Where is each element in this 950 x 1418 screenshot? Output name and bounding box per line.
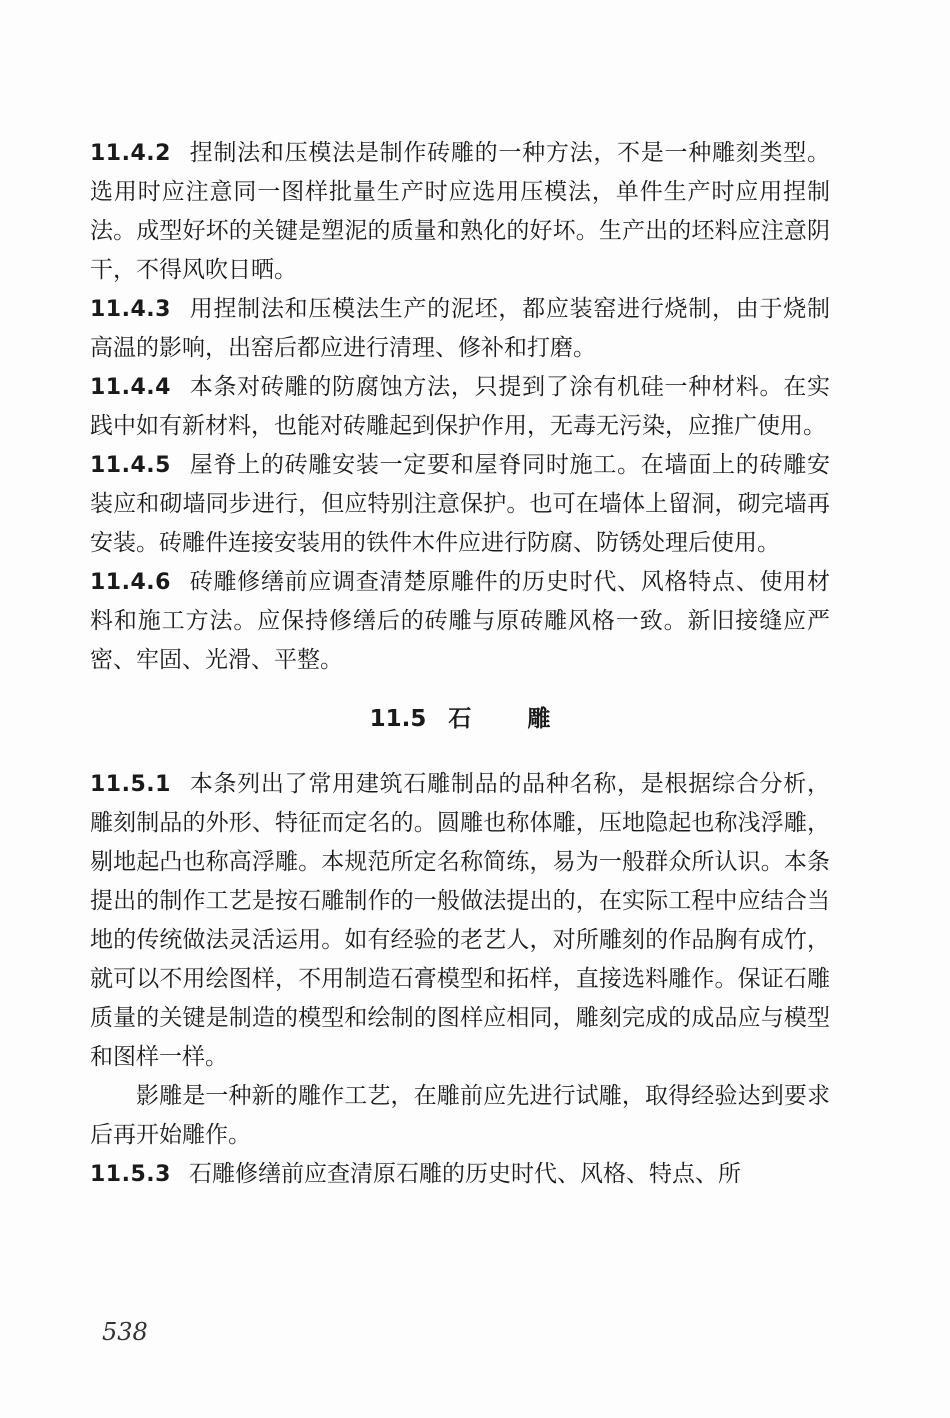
section-heading: [90, 700, 830, 739]
clause-number: 11.4.2: [90, 141, 171, 166]
clause-number: 11.4.3: [90, 297, 171, 322]
document-body: [90, 134, 830, 1194]
clause-11-4-4: [90, 368, 830, 446]
clause-number: 11.5.3: [90, 1162, 171, 1187]
clause-11-4-3: [90, 290, 830, 368]
clause-text: 砖雕修缮前应调查清楚原雕件的历史时代、风格特点、使用材料和施工方法。应保持修缮后的砖雕与原砖雕风格一致。新旧接缝应严密、牢固、光滑、平整。: [90, 569, 830, 673]
clause-text: 用捏制法和压模法生产的泥坯，都应装窑进行烧制，由于烧制高温的影响，出窑后都应进行清理、修补和打磨。: [90, 296, 830, 361]
indented-paragraph: [90, 1077, 830, 1155]
clause-text: 石雕修缮前应查清原石雕的历史时代、风格、特点、所: [188, 1161, 741, 1187]
page-number: 538: [102, 1318, 148, 1346]
section-number: 11.5: [369, 706, 427, 732]
clause-11-4-5: [90, 446, 830, 563]
clause-text: 本条对砖雕的防腐蚀方法，只提到了涂有机硅一种材料。在实践中如有新材料，也能对砖雕起到保护作用，无毒无污染，应推广使用。: [90, 374, 830, 439]
section-title: 石雕: [448, 706, 607, 732]
clause-number: 11.5.1: [90, 772, 171, 797]
paragraph-text: 影雕是一种新的雕作工艺，在雕前应先进行试雕，取得经验达到要求后再开始雕作。: [90, 1083, 830, 1148]
clause-11-5-3: [90, 1155, 830, 1194]
clause-11-5-1: [90, 765, 830, 1077]
clause-11-4-2: [90, 134, 830, 290]
clause-text: 本条列出了常用建筑石雕制品的品种名称，是根据综合分析，雕刻制品的外形、特征而定名的。圆雕也称体雕，压地隐起也称浅浮雕，剔地起凸也称高浮雕。本规范所定名称简练，易为一般群众所认识。本条提出的制作工艺是按石雕制作的一般做法提出的，在实际工程中应结合当地的传统做法灵活运用。如有经验的老艺人，对所雕刻的作品胸有成竹，就可以不用绘图样，不用制造石膏模型和拓样，直接选料雕作。保证石雕质量的关键是制造的模型和绘制的图样应相同，雕刻完成的成品应与模型和图样一样。: [90, 771, 830, 1070]
clause-number: 11.4.6: [90, 570, 171, 595]
clause-11-4-6: [90, 563, 830, 680]
clause-number: 11.4.4: [90, 375, 171, 400]
clause-number: 11.4.5: [90, 453, 171, 478]
clause-text: 捏制法和压模法是制作砖雕的一种方法，不是一种雕刻类型。选用时应注意同一图样批量生产时应选用压模法，单件生产时应用捏制法。成型好坏的关键是塑泥的质量和熟化的好坏。生产出的坯料应注意阴干，不得风吹日晒。: [90, 140, 830, 283]
clause-text: 屋脊上的砖雕安装一定要和屋脊同时施工。在墙面上的砖雕安装应和砌墙同步进行，但应特别注意保护。也可在墙体上留洞，砌完墙再安装。砖雕件连接安装用的铁件木件应进行防腐、防锈处理后使用。: [90, 452, 830, 556]
